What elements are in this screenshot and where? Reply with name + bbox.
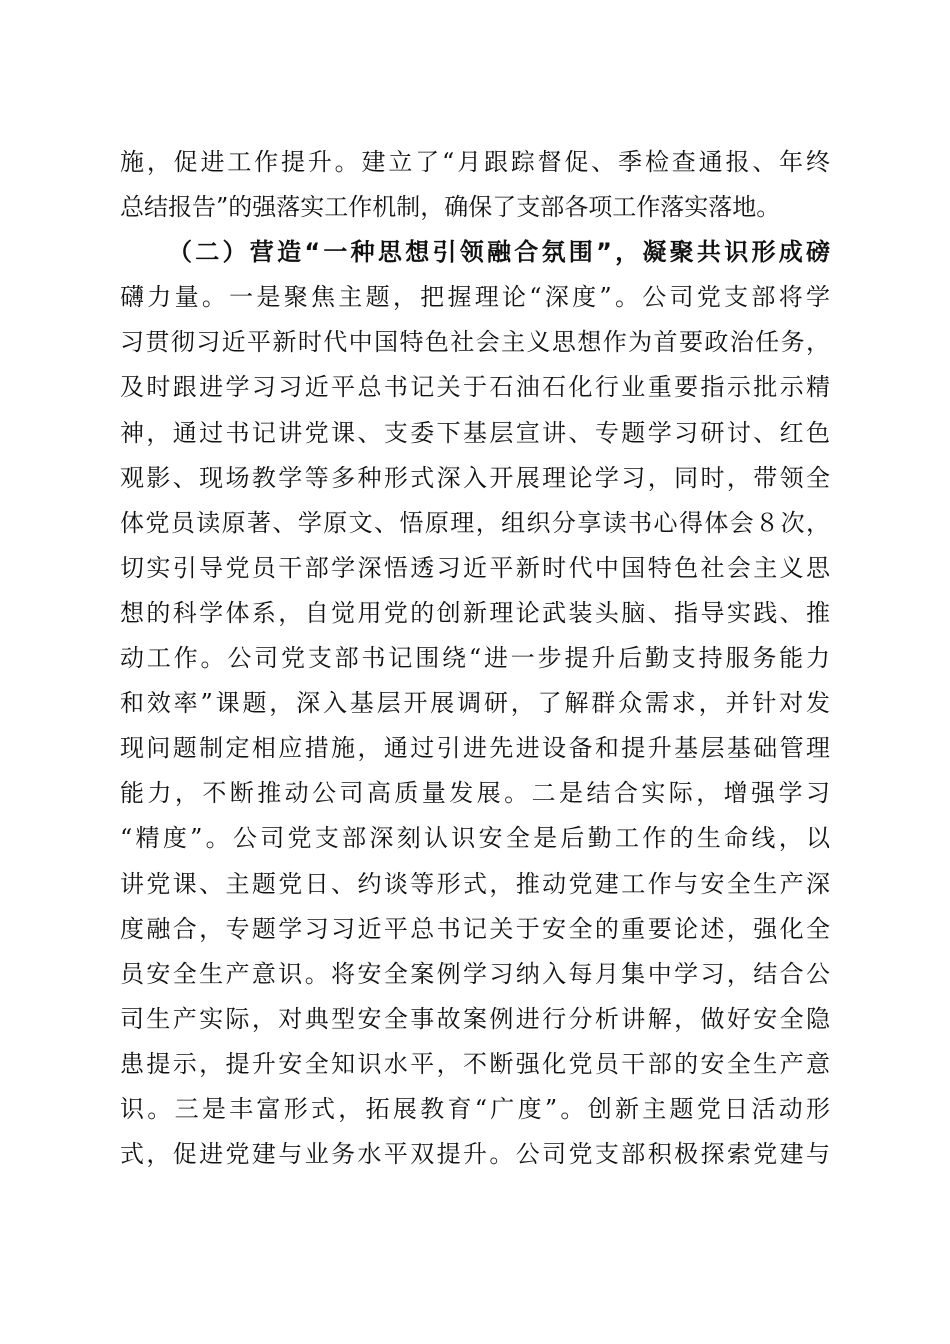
text-line: 想的科学体系，自觉用党的创新理论武装头脑、指导实践、推 [120, 598, 830, 627]
text-line: 司生产实际，对典型安全事故案例进行分析讲解，做好安全隐 [120, 1004, 830, 1033]
text-line: 员安全生产意识。将安全案例学习纳入每月集中学习，结合公 [120, 959, 830, 988]
text-line: 施，促进工作提升。建立了“月跟踪督促、季检查通报、年终 [120, 148, 830, 176]
text-line: 现问题制定相应措施，通过引进先进设备和提升基层基础管理 [120, 734, 830, 763]
text-line: “精度”。公司党支部深刻认识安全是后勤工作的生命线，以 [120, 824, 830, 853]
text-line: 动工作。公司党支部书记围绕“进一步提升后勤支持服务能力 [120, 644, 830, 673]
text-line: 及时跟进学习习近平总书记关于石油石化行业重要指示批示精 [120, 373, 830, 402]
text-line: 识。三是丰富形式，拓展教育“广度”。创新主题党日活动形 [120, 1094, 830, 1123]
text-line: 能力，不断推动公司高质量发展。二是结合实际，增强学习 [120, 779, 830, 808]
text-line: 患提示，提升安全知识水平，不断强化党员干部的安全生产意 [120, 1049, 830, 1078]
text-line: 讲党课、主题党日、约谈等形式，推动党建工作与安全生产深 [120, 869, 830, 898]
text-line: 度融合，专题学习习近平总书记关于安全的重要论述，强化全 [120, 914, 830, 943]
text-line: 和效率”课题，深入基层开展调研，了解群众需求，并针对发 [120, 689, 830, 718]
text-line: 观影、现场教学等多种形式深入开展理论学习，同时，带领全 [120, 463, 830, 492]
section-heading-line: （二）营造“一种思想引领融合氛围”，凝聚共识形成磅 [168, 238, 830, 267]
text-line: 式，促进党建与业务水平双提升。公司党支部积极探索党建与 [120, 1140, 830, 1169]
text-line: 习贯彻习近平新时代中国特色社会主义思想作为首要政治任务， [120, 328, 830, 357]
text-line: 神，通过书记讲党课、支委下基层宣讲、专题学习研讨、红色 [120, 418, 830, 447]
text-line: 切实引导党员干部学深悟透习近平新时代中国特色社会主义思 [120, 553, 830, 582]
text-line: 总结报告”的强落实工作机制，确保了支部各项工作落实落地。 [120, 193, 781, 222]
text-line: 体党员读原著、学原文、悟原理，组织分享读书心得体会８次， [120, 508, 830, 537]
body-text [120, 140, 830, 1177]
text-line: 礴力量。一是聚焦主题，把握理论“深度”。公司党支部将学 [120, 283, 830, 312]
